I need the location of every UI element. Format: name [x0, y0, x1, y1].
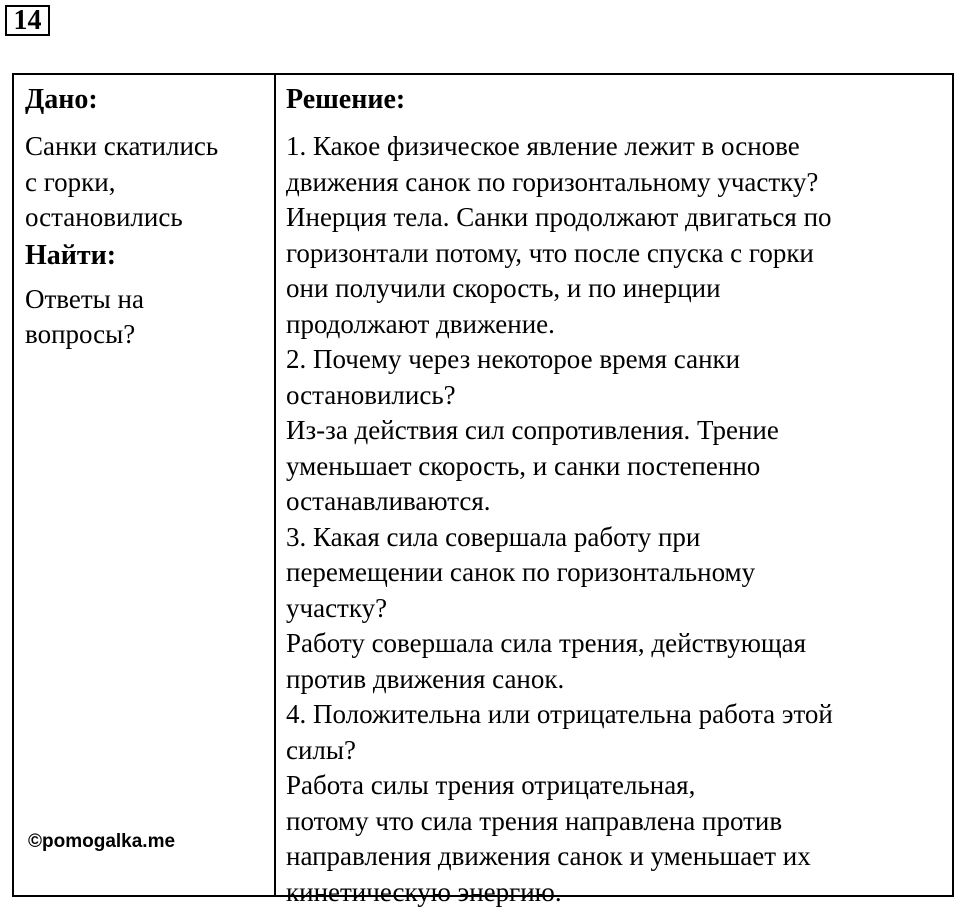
solution-line: горизонтали потому, что после спуска с горки [286, 236, 952, 272]
watermark: ©pomogalka.me [28, 831, 175, 853]
solution-line: против движения санок. [286, 662, 952, 698]
given-line: с горки, [25, 165, 274, 201]
given-line: остановились [25, 200, 274, 236]
solution-line: они получили скорость, и по инерции [286, 271, 952, 307]
given-line: Санки скатились [25, 129, 274, 165]
solution-line: остановились? [286, 378, 952, 414]
solution-line: останавливаются. [286, 484, 952, 520]
solution-line: движения санок по горизонтальному участку? [286, 165, 952, 201]
given-column [14, 75, 276, 895]
solution-line: 1. Какое физическое явление лежит в основе [286, 129, 952, 165]
solution-line: Из-за действия сил сопротивления. Трение [286, 413, 952, 449]
solution-heading: Решение: [286, 84, 952, 116]
solution-column [276, 75, 952, 895]
solution-line: перемещении санок по горизонтальному [286, 555, 952, 591]
task-table [12, 73, 954, 897]
solution-line: направления движения санок и уменьшает их [286, 839, 952, 875]
solution-line: кинетическую энергию. [286, 875, 952, 910]
solution-line: силы? [286, 733, 952, 769]
given-heading: Дано: [25, 84, 274, 116]
find-line: вопросы? [25, 317, 274, 353]
solution-line: Работу совершала сила трения, действующая [286, 626, 952, 662]
solution-line: 3. Какая сила совершала работу при [286, 520, 952, 556]
solution-line: Работа силы трения отрицательная, [286, 768, 952, 804]
solution-line: 4. Положительна или отрицательна работа этой [286, 697, 952, 733]
find-heading: Найти: [25, 240, 274, 272]
solution-line: потому что сила трения направлена против [286, 804, 952, 840]
given-text [25, 129, 274, 236]
solution-text [286, 129, 952, 910]
find-line: Ответы на [25, 282, 274, 318]
solution-line: продолжают движение. [286, 307, 952, 343]
find-text [25, 282, 274, 353]
task-number: 14 [5, 5, 50, 36]
solution-line: уменьшает скорость, и санки постепенно [286, 449, 952, 485]
solution-line: Инерция тела. Санки продолжают двигаться по [286, 200, 952, 236]
solution-line: участку? [286, 591, 952, 627]
solution-line: 2. Почему через некоторое время санки [286, 342, 952, 378]
